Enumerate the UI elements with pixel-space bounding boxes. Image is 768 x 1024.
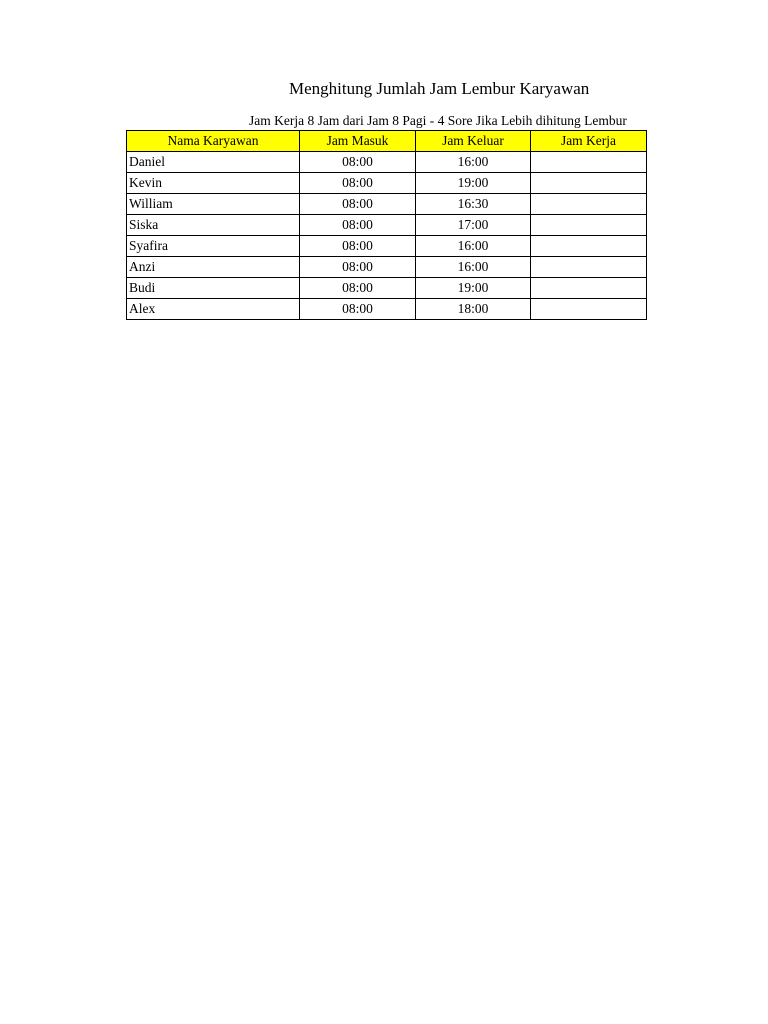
cell-jam-masuk[interactable]: 08:00 [300, 173, 416, 194]
table-row [127, 299, 647, 320]
cell-jam-kerja[interactable] [531, 215, 647, 236]
cell-jam-masuk[interactable]: 08:00 [300, 236, 416, 257]
table-row [127, 152, 647, 173]
cell-jam-kerja[interactable] [531, 194, 647, 215]
cell-name[interactable]: Budi [127, 278, 300, 299]
cell-jam-keluar[interactable]: 16:00 [416, 152, 531, 173]
cell-jam-keluar[interactable]: 17:00 [416, 215, 531, 236]
table-row [127, 278, 647, 299]
cell-jam-keluar[interactable]: 19:00 [416, 278, 531, 299]
cell-jam-kerja[interactable] [531, 173, 647, 194]
cell-name[interactable]: Siska [127, 215, 300, 236]
header-jam-keluar[interactable]: Jam Keluar [416, 131, 531, 152]
table-row [127, 194, 647, 215]
header-nama-karyawan[interactable]: Nama Karyawan [127, 131, 300, 152]
header-jam-masuk[interactable]: Jam Masuk [300, 131, 416, 152]
cell-jam-kerja[interactable] [531, 278, 647, 299]
table-row [127, 173, 647, 194]
cell-jam-keluar[interactable]: 18:00 [416, 299, 531, 320]
cell-jam-masuk[interactable]: 08:00 [300, 215, 416, 236]
table-row [127, 236, 647, 257]
cell-jam-keluar[interactable]: 16:30 [416, 194, 531, 215]
header-jam-kerja[interactable]: Jam Kerja [531, 131, 647, 152]
overtime-table [126, 130, 647, 320]
cell-jam-masuk[interactable]: 08:00 [300, 278, 416, 299]
cell-jam-keluar[interactable]: 19:00 [416, 173, 531, 194]
cell-name[interactable]: Alex [127, 299, 300, 320]
cell-jam-keluar[interactable]: 16:00 [416, 236, 531, 257]
cell-jam-masuk[interactable]: 08:00 [300, 257, 416, 278]
cell-name[interactable]: Syafira [127, 236, 300, 257]
cell-jam-masuk[interactable]: 08:00 [300, 194, 416, 215]
cell-name[interactable]: Kevin [127, 173, 300, 194]
cell-jam-masuk[interactable]: 08:00 [300, 152, 416, 173]
table-header-row [127, 131, 647, 152]
cell-jam-masuk[interactable]: 08:00 [300, 299, 416, 320]
table-row [127, 257, 647, 278]
cell-name[interactable]: Daniel [127, 152, 300, 173]
cell-jam-kerja[interactable] [531, 236, 647, 257]
cell-name[interactable]: William [127, 194, 300, 215]
cell-jam-kerja[interactable] [531, 299, 647, 320]
cell-jam-kerja[interactable] [531, 257, 647, 278]
cell-jam-kerja[interactable] [531, 152, 647, 173]
cell-name[interactable]: Anzi [127, 257, 300, 278]
page-title: Menghitung Jumlah Jam Lembur Karyawan [289, 79, 590, 98]
table-row [127, 215, 647, 236]
cell-jam-keluar[interactable]: 16:00 [416, 257, 531, 278]
page-subtitle: Jam Kerja 8 Jam dari Jam 8 Pagi - 4 Sore Jika Lebih dihitung Lembur [249, 113, 627, 128]
